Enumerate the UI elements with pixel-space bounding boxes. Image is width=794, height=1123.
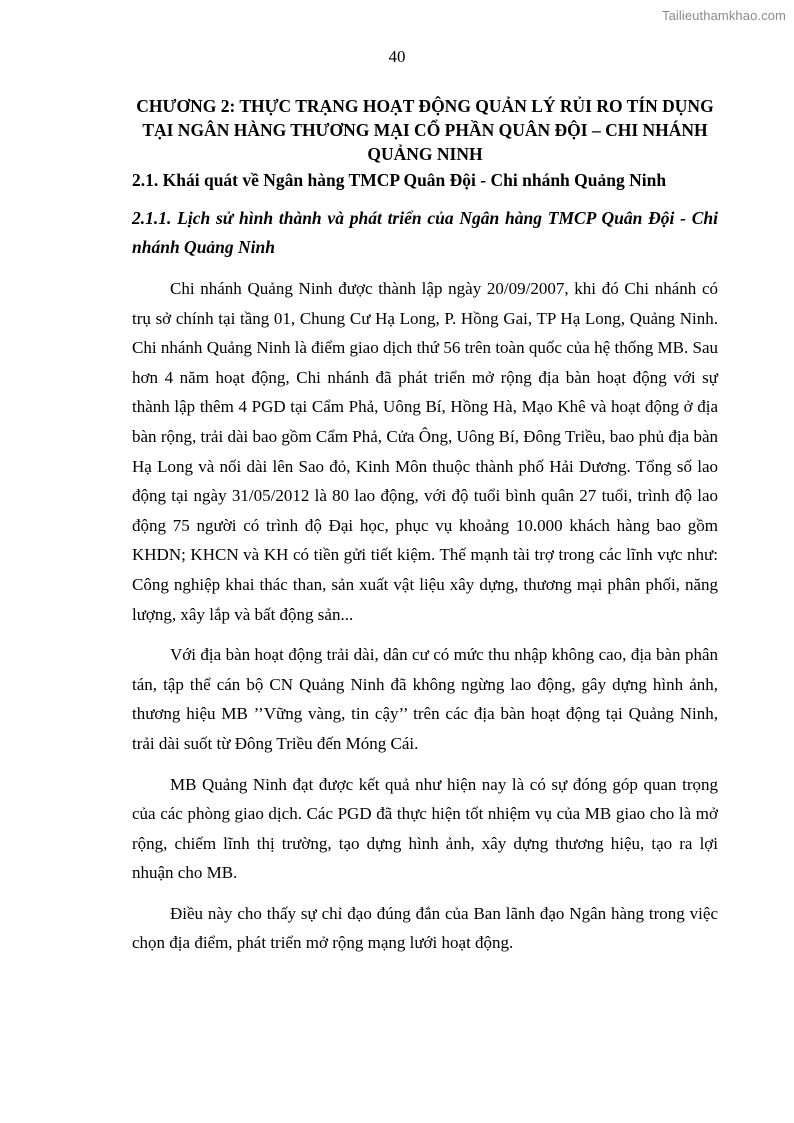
subsection-heading: 2.1.1. Lịch sử hình thành và phát triển của Ngân hàng TMCP Quân Đội - Chi nhánh Quảng Ninh: [132, 208, 718, 257]
page-number: 40: [388, 47, 406, 66]
chapter-title: CHƯƠNG 2: THỰC TRẠNG HOẠT ĐỘNG QUẢN LÝ RỦI RO TÍN DỤNG TẠI NGÂN HÀNG THƯƠNG MẠI CỔ PHẦN QUÂN ĐỘI – CHI NHÁNH QUẢNG NINH: [136, 96, 714, 164]
section-heading: 2.1. Khái quát về Ngân hàng TMCP Quân Đội - Chi nhánh Quảng Ninh: [132, 170, 667, 190]
document-body: [132, 94, 718, 958]
paragraph: MB Quảng Ninh đạt được kết quả như hiện nay là có sự đóng góp quan trọng của các phòng giao dịch. Các PGD đã thực hiện tốt nhiệm vụ của MB giao cho là mở rộng, chiếm lĩnh thị trường, tạo dựng hình ảnh, xây dựng thương hiệu, tạo ra lợi nhuận cho MB.: [132, 774, 718, 883]
watermark-text: Tailieuthamkhao.com: [661, 8, 786, 23]
paragraph: Với địa bàn hoạt động trải dài, dân cư có mức thu nhập không cao, địa bàn phân tán, tập thể cán bộ CN Quảng Ninh đã không ngừng lao động, gây dựng hình ảnh, thương hiệu MB ’’Vững vàng, tin cậy’’ trên các địa bàn hoạt động tại Quảng Ninh, trải dài suốt từ Đông Triều đến Móng Cái.: [132, 645, 718, 753]
paragraph: Chi nhánh Quảng Ninh được thành lập ngày 20/09/2007, khi đó Chi nhánh có trụ sở chính tại tầng 01, Chung Cư Hạ Long, P. Hồng Gai, TP Hạ Long, Quảng Ninh. Chi nhánh Quảng Ninh là điểm giao dịch thứ 56 trên toàn quốc của hệ thống MB. Sau hơn 4 năm hoạt động, Chi nhánh đã phát triển mở rộng địa bàn hoạt động với sự thành lập thêm 4 PGD tại Cẩm Phả, Uông Bí, Hồng Hà, Mạo Khê và hoạt động ở địa bàn rộng, trải dài bao gồm Cẩm Phả, Cửa Ông, Uông Bí, Đông Triều, bao phủ địa bàn Hạ Long và nối dài lên Sao đỏ, Kinh Môn thuộc thành phố Hải Dương. Tổng số lao động tại ngày 31/05/2012 là 80 lao động, với độ tuổi bình quân 27 tuổi, trình độ lao động 75 người có trình độ Đại học, phục vụ khoảng 10.000 khách hàng bao gồm KHDN; KHCN và KH có tiền gửi tiết kiệm. Thế mạnh tài trợ trong các lĩnh vực như: Công nghiệp khai thác than, sản xuất vật liệu xây dựng, thương mại phân phối, năng lượng, xây lắp và bất động sản...: [132, 279, 718, 624]
paragraph: Điều này cho thấy sự chỉ đạo đúng đắn của Ban lãnh đạo Ngân hàng trong việc chọn địa điểm, phát triển mở rộng mạng lưới hoạt động.: [132, 903, 718, 953]
